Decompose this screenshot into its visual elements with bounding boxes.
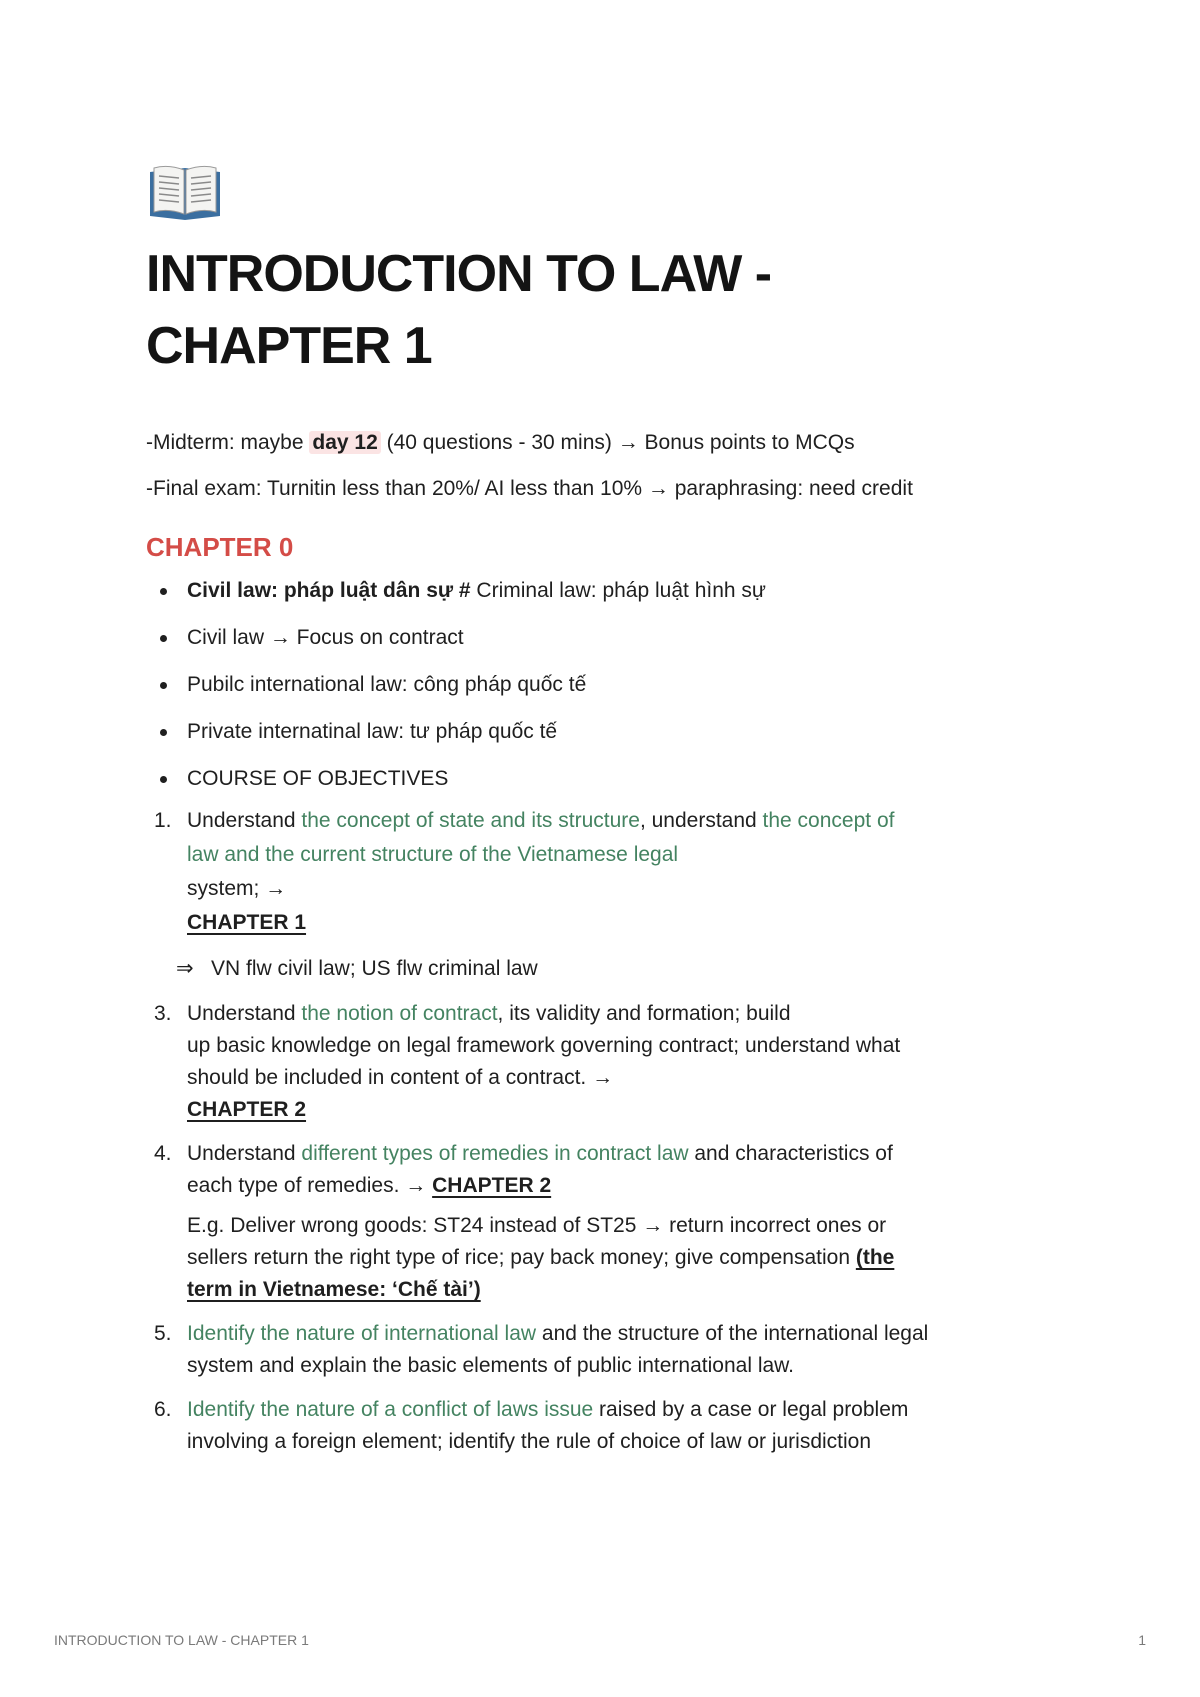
footer-title: INTRODUCTION TO LAW - CHAPTER 1 <box>54 1632 309 1648</box>
item-number: 3. <box>154 1002 172 1025</box>
green-text: the concept of state and its structure <box>301 809 640 832</box>
civil-law-bold: Civil law: pháp luật dân sự # <box>187 579 471 602</box>
bullet-dot <box>160 682 167 689</box>
bullet-dot <box>160 588 167 595</box>
page-title <box>146 238 1076 382</box>
midterm-highlight: day 12 <box>309 431 380 454</box>
text: Understand <box>187 809 302 832</box>
text: , understand <box>639 809 763 832</box>
chapter-0-heading: CHAPTER 0 <box>146 532 294 562</box>
green-text: the notion of contract <box>301 1002 498 1025</box>
chapter-2-ref: CHAPTER 2 <box>432 1174 552 1197</box>
example-note <box>187 1210 1076 1306</box>
list-item <box>146 670 1076 700</box>
bullet-text: Civil law → Focus on contract <box>187 626 464 649</box>
objective-1 <box>146 804 1076 940</box>
midterm-prefix: -Midterm: maybe <box>146 431 310 454</box>
bullet-dot <box>160 729 167 736</box>
text: Understand <box>187 1002 302 1025</box>
text: involving a foreign element; identify the rule of choice of law or jurisdiction <box>187 1430 872 1453</box>
item-number: 1. <box>154 809 172 832</box>
bullet-text: COURSE OF OBJECTIVES <box>187 767 449 790</box>
objective-3 <box>146 998 1076 1126</box>
green-text: the concept of <box>762 809 895 832</box>
bullet-text: Private internatinal law: tư pháp quốc tế <box>187 720 558 743</box>
double-arrow-icon: ⇒ <box>176 957 194 980</box>
text: each type of remedies. → <box>187 1174 433 1197</box>
list-item <box>146 764 1076 794</box>
term-note: (the <box>855 1246 895 1269</box>
title-line-2: CHAPTER 1 <box>146 317 432 375</box>
text: E.g. Deliver wrong goods: ST24 instead of ST25 → return incorrect ones or <box>187 1214 887 1237</box>
objective-4 <box>146 1138 1076 1306</box>
chapter-2-ref: CHAPTER 2 <box>187 1098 307 1121</box>
objective-6 <box>146 1394 1076 1458</box>
green-text: different types of remedies in contract law <box>301 1142 689 1165</box>
text: raised by a case or legal problem <box>593 1398 909 1421</box>
bullet-dot <box>160 776 167 783</box>
objective-5 <box>146 1318 1076 1382</box>
chapter-1-ref: CHAPTER 1 <box>187 911 307 934</box>
text: and the structure of the international legal <box>536 1322 929 1345</box>
text: sellers return the right type of rice; pay back money; give compensation <box>187 1246 856 1269</box>
page-number: 1 <box>1138 1632 1146 1648</box>
text: should be included in content of a contract. → <box>187 1066 614 1089</box>
text: VN flw civil law; US flw criminal law <box>211 957 538 980</box>
civil-vs-criminal-note <box>146 954 1076 984</box>
bullet-text: Pubilc international law: công pháp quốc tế <box>187 673 587 696</box>
midterm-suffix: (40 questions - 30 mins) → Bonus points to MCQs <box>380 431 855 454</box>
list-item <box>146 576 1076 606</box>
term-note: term in Vietnamese: ‘Chế tài’) <box>187 1278 481 1301</box>
text: up basic knowledge on legal framework governing contract; understand what <box>187 1034 901 1057</box>
item-number: 5. <box>154 1322 172 1345</box>
text: Understand <box>187 1142 302 1165</box>
criminal-law-text: Criminal law: pháp luật hình sự <box>470 579 766 602</box>
bullet-dot <box>160 635 167 642</box>
green-text: Identify the nature of international law <box>187 1322 537 1345</box>
green-text: Identify the nature of a conflict of laws issue <box>187 1398 594 1421</box>
item-number: 4. <box>154 1142 172 1165</box>
chapter-0-bullet-list <box>146 576 1076 794</box>
open-book-icon <box>146 160 224 224</box>
midterm-note <box>146 428 1076 458</box>
list-item <box>146 623 1076 653</box>
text: system and explain the basic elements of public international law. <box>187 1354 795 1377</box>
list-item <box>146 717 1076 747</box>
text: , its validity and formation; build <box>497 1002 791 1025</box>
final-exam-note: -Final exam: Turnitin less than 20%/ AI less than 10% → paraphrasing: need credit <box>146 477 913 500</box>
title-line-1: INTRODUCTION TO LAW - <box>146 245 772 303</box>
document-page <box>146 160 1076 1458</box>
green-text: law and the current structure of the Vietnamese legal <box>187 843 679 866</box>
text: system; → <box>187 877 287 900</box>
text: and characteristics of <box>688 1142 893 1165</box>
item-number: 6. <box>154 1398 172 1421</box>
